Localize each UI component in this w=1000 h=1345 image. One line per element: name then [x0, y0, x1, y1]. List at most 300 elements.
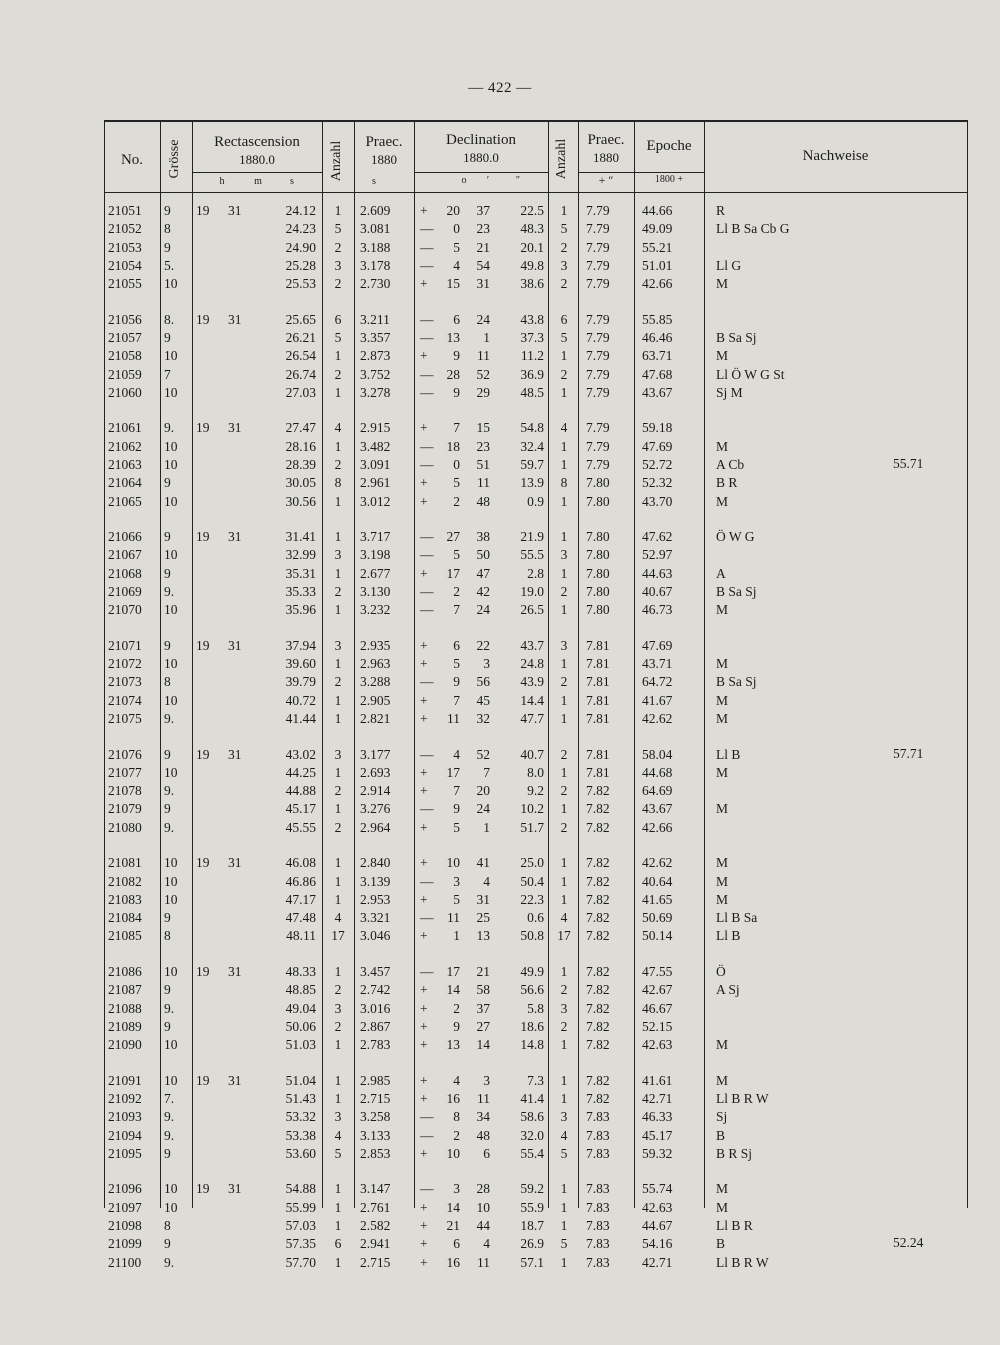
cell-pra: 3.147: [360, 1181, 391, 1197]
cell-ep: 47.68: [642, 366, 673, 382]
cell-dm: 10: [476, 1199, 490, 1215]
cell-dd: 14: [446, 1199, 460, 1215]
cell-prd: 7.83: [586, 1217, 610, 1233]
cell-no: 21063: [108, 457, 142, 472]
cell-no: 21088: [108, 1000, 142, 1016]
cell-pra: 3.457: [360, 963, 391, 979]
cell-ds: —: [420, 674, 434, 690]
cell-n2: 5: [560, 1145, 568, 1161]
cell-ep: 63.71: [642, 348, 673, 364]
cell-s: 46.08: [285, 855, 316, 871]
cell-gr: 9: [164, 330, 171, 345]
cell-dm: 52: [476, 746, 490, 762]
cell-gr: 8: [164, 221, 171, 237]
cell-dsec: 21.9: [520, 529, 544, 545]
cell-no: 21055: [108, 276, 142, 292]
cell-dd: 5: [453, 656, 460, 672]
cell-dd: 7: [453, 602, 460, 618]
cell-n2: 5: [560, 221, 568, 237]
cell-nw: M: [716, 276, 729, 292]
cell-gr: 8: [164, 928, 171, 944]
cell-dd: 8: [453, 1109, 460, 1125]
cell-n2: 1: [560, 438, 568, 454]
cell-pra: 3.012: [360, 493, 391, 509]
cell-nw: Sj: [716, 1109, 728, 1125]
header-dec-title: Declination: [446, 132, 516, 148]
cell-prd: 7.83: [586, 1181, 610, 1197]
cell-gr: 10: [164, 276, 178, 292]
cell-m: 31: [228, 855, 242, 871]
cell-prd: 7.79: [586, 203, 610, 218]
cell-ds: +: [420, 493, 428, 509]
cell-nw: B R: [716, 475, 738, 491]
table-row: [104, 746, 968, 764]
cell-n: 1: [334, 602, 342, 618]
cell-gr: 9.: [164, 1254, 175, 1270]
header-dec-epoch: 1880.0: [463, 150, 499, 165]
cell-ds: —: [420, 1127, 434, 1143]
cell-n2: 1: [560, 1090, 568, 1106]
cell-ep: 47.69: [642, 637, 673, 653]
cell-n: 2: [334, 982, 342, 998]
cell-s: 40.72: [285, 692, 316, 708]
cell-nw: M: [716, 656, 729, 672]
cell-n2: 1: [560, 384, 568, 400]
cell-dm: 11: [477, 475, 490, 491]
cell-pra: 3.482: [360, 438, 391, 454]
cell-dm: 23: [476, 221, 490, 237]
table-row: [104, 819, 968, 837]
cell-n: 1: [334, 656, 342, 672]
cell-pra: 2.821: [360, 711, 391, 726]
cell-nw: Ll B R: [716, 1217, 753, 1233]
cell-nw: M: [716, 891, 729, 907]
cell-no: 21072: [108, 656, 142, 672]
cell-ep: 45.17: [642, 1127, 673, 1143]
header-epoche-unit: 1800 +: [654, 174, 684, 185]
cell-ep: 42.63: [642, 1037, 673, 1053]
cell-prd: 7.82: [586, 1018, 610, 1034]
cell-pra: 2.961: [360, 475, 391, 491]
cell-dm: 1: [483, 819, 490, 835]
table-row: [104, 1180, 968, 1198]
cell-pra: 3.211: [360, 311, 390, 327]
cell-dm: 22: [476, 637, 490, 653]
cell-dd: 2: [453, 1000, 460, 1016]
cell-s: 51.04: [285, 1072, 316, 1088]
cell-n: 3: [334, 637, 342, 653]
cell-no: 21097: [108, 1199, 142, 1215]
cell-dd: 4: [453, 1072, 460, 1088]
cell-n: 4: [334, 420, 342, 436]
cell-n: 1: [334, 1072, 342, 1088]
cell-n2: 2: [560, 239, 568, 255]
header-ra-unit-h: h: [219, 176, 225, 187]
cell-gr: 9.: [164, 819, 175, 835]
table-row: [104, 220, 968, 238]
units-rule-ra: [192, 172, 322, 173]
cell-s: 25.28: [285, 257, 316, 273]
table-row: [104, 419, 968, 437]
cell-dsec: 43.9: [520, 674, 544, 690]
cell-prd: 7.79: [586, 221, 610, 237]
cell-pra: 2.873: [360, 348, 391, 364]
cell-pra: 2.677: [360, 565, 391, 581]
cell-dd: 13: [446, 1037, 460, 1053]
cell-pra: 2.915: [360, 420, 391, 436]
cell-nw: B Sa Sj: [716, 330, 757, 345]
cell-ep: 46.67: [642, 1000, 673, 1016]
cell-no: 21085: [108, 928, 142, 944]
cell-s: 51.43: [285, 1090, 316, 1106]
cell-nw: M: [716, 348, 729, 364]
cell-gr: 9.: [164, 1109, 175, 1125]
cell-gr: 9: [164, 910, 171, 926]
cell-no: 21099: [108, 1236, 142, 1252]
cell-ds: +: [420, 276, 428, 292]
table-row: [104, 854, 968, 872]
cell-ep: 42.62: [642, 711, 673, 726]
cell-n2: 8: [560, 475, 568, 491]
cell-n: 2: [334, 1018, 342, 1034]
cell-nw: R: [716, 203, 726, 218]
cell-dd: 5: [453, 239, 460, 255]
cell-pra: 2.582: [360, 1217, 391, 1233]
cell-prd: 7.82: [586, 1072, 610, 1088]
margin-note: 57.71: [893, 745, 924, 761]
cell-no: 21087: [108, 982, 142, 998]
cell-s: 45.17: [285, 801, 316, 817]
cell-pra: 2.783: [360, 1037, 391, 1053]
cell-gr: 9: [164, 475, 171, 491]
cell-dsec: 50.8: [520, 928, 544, 944]
cell-m: 31: [228, 529, 242, 545]
cell-nw: B R Sj: [716, 1145, 753, 1161]
cell-ds: +: [420, 711, 428, 726]
cell-gr: 9.: [164, 783, 175, 799]
cell-dsec: 24.8: [520, 656, 544, 672]
cell-dm: 42: [476, 584, 490, 599]
cell-pra: 2.742: [360, 982, 391, 998]
cell-dm: 15: [476, 420, 490, 436]
cell-dsec: 41.4: [520, 1090, 544, 1106]
cell-no: 21067: [108, 547, 142, 563]
cell-dm: 24: [476, 801, 490, 817]
cell-pra: 2.853: [360, 1145, 391, 1161]
header-anzahl-2: Anzahl: [554, 138, 569, 180]
cell-n: 1: [334, 1037, 342, 1053]
table-row: [104, 456, 968, 474]
cell-n: 1: [334, 855, 342, 871]
cell-n: 5: [334, 1145, 342, 1161]
cell-dd: 27: [446, 529, 460, 545]
cell-n: 17: [331, 928, 345, 944]
cell-dd: 6: [453, 637, 460, 653]
cell-gr: 9.: [164, 1000, 175, 1016]
table-row: [104, 1018, 968, 1036]
cell-dd: 2: [453, 1127, 460, 1143]
cell-nw: Ll B Sa: [716, 910, 758, 926]
cell-pra: 3.198: [360, 547, 391, 563]
table-row: [104, 637, 968, 655]
cell-ds: +: [420, 1217, 428, 1233]
cell-dd: 9: [453, 384, 460, 400]
cell-no: 21073: [108, 674, 142, 690]
cell-dsec: 57.1: [520, 1254, 544, 1270]
header-ra-title: Rectascension: [214, 134, 300, 150]
cell-prd: 7.82: [586, 1090, 610, 1106]
cell-ep: 52.72: [642, 457, 673, 472]
cell-nw: M: [716, 1037, 729, 1053]
cell-dsec: 51.7: [520, 819, 544, 835]
cell-pra: 3.232: [360, 602, 391, 618]
cell-gr: 10: [164, 1199, 178, 1215]
cell-h: 19: [196, 746, 210, 762]
table-row: [104, 1036, 968, 1054]
cell-ep: 41.61: [642, 1072, 673, 1088]
cell-no: 21069: [108, 584, 142, 599]
cell-prd: 7.83: [586, 1236, 610, 1252]
cell-pra: 3.139: [360, 873, 391, 889]
cell-ds: +: [420, 1018, 428, 1034]
cell-ds: —: [420, 239, 434, 255]
table-row: [104, 347, 968, 365]
cell-n2: 1: [560, 1072, 568, 1088]
cell-pra: 2.985: [360, 1072, 391, 1088]
cell-m: 31: [228, 1072, 242, 1088]
cell-s: 39.60: [285, 656, 316, 672]
cell-dd: 16: [446, 1090, 460, 1106]
cell-pra: 3.258: [360, 1109, 391, 1125]
cell-nw: A Cb: [716, 457, 745, 472]
cell-dm: 3: [483, 1072, 490, 1088]
cell-n: 1: [334, 711, 342, 726]
cell-n: 1: [334, 203, 342, 218]
table-row: [104, 565, 968, 583]
cell-no: 21075: [108, 711, 142, 726]
cell-nw: B Sa Sj: [716, 584, 757, 599]
cell-prd: 7.80: [586, 493, 610, 509]
cell-no: 21089: [108, 1018, 142, 1034]
cell-n: 2: [334, 366, 342, 382]
cell-prd: 7.82: [586, 963, 610, 979]
cell-ds: —: [420, 311, 434, 327]
cell-s: 28.16: [285, 438, 316, 454]
cell-dm: 20: [476, 783, 490, 799]
cell-no: 21064: [108, 475, 142, 491]
cell-prd: 7.81: [586, 692, 610, 708]
cell-dsec: 59.2: [520, 1181, 544, 1197]
cell-s: 53.60: [285, 1145, 316, 1161]
cell-nw: B Sa Sj: [716, 674, 757, 690]
cell-prd: 7.79: [586, 457, 610, 472]
table-row: [104, 1000, 968, 1018]
cell-ep: 64.72: [642, 674, 673, 690]
cell-n2: 1: [560, 493, 568, 509]
cell-n: 3: [334, 257, 342, 273]
cell-no: 21086: [108, 963, 142, 979]
header-praec-dec-epoch: 1880: [593, 150, 619, 165]
cell-dd: 14: [446, 982, 460, 998]
cell-s: 48.33: [285, 963, 316, 979]
table-row: [104, 384, 968, 402]
cell-gr: 9: [164, 746, 171, 762]
table-row: [104, 239, 968, 257]
cell-dd: 5: [453, 891, 460, 907]
cell-gr: 7.: [164, 1090, 175, 1106]
cell-dsec: 26.9: [520, 1236, 544, 1252]
cell-dm: 1: [483, 330, 490, 345]
cell-ds: —: [420, 547, 434, 563]
cell-n: 5: [334, 330, 342, 345]
cell-pra: 2.715: [360, 1254, 391, 1270]
cell-prd: 7.83: [586, 1199, 610, 1215]
cell-gr: 9: [164, 637, 171, 653]
cell-n: 3: [334, 547, 342, 563]
header-epoche: Epoche: [646, 138, 692, 154]
table-row: [104, 366, 968, 384]
header-no: No.: [120, 152, 144, 168]
cell-dsec: 38.6: [520, 276, 544, 292]
cell-ds: —: [420, 910, 434, 926]
cell-gr: 7: [164, 366, 171, 382]
cell-prd: 7.82: [586, 819, 610, 835]
cell-gr: 10: [164, 547, 178, 563]
cell-ds: —: [420, 330, 434, 345]
cell-n2: 1: [560, 873, 568, 889]
cell-no: 21061: [108, 420, 142, 436]
cell-gr: 10: [164, 493, 178, 509]
cell-n: 4: [334, 1127, 342, 1143]
cell-pra: 3.717: [360, 529, 391, 545]
cell-n2: 1: [560, 457, 568, 472]
cell-dd: 11: [447, 910, 460, 926]
cell-m: 31: [228, 963, 242, 979]
cell-gr: 9: [164, 203, 171, 218]
header-praec-ra-title: Praec.: [365, 134, 403, 150]
cell-gr: 9.: [164, 711, 175, 726]
cell-n2: 1: [560, 348, 568, 364]
table-row: [104, 275, 968, 293]
cell-dsec: 25.0: [520, 855, 544, 871]
table-row: [104, 202, 968, 220]
cell-s: 44.88: [285, 783, 316, 799]
cell-gr: 9: [164, 239, 171, 255]
cell-h: 19: [196, 420, 210, 436]
cell-ep: 59.18: [642, 420, 673, 436]
cell-pra: 2.609: [360, 203, 391, 218]
cell-no: 21051: [108, 203, 142, 218]
cell-ep: 54.16: [642, 1236, 673, 1252]
cell-dm: 11: [477, 348, 490, 364]
header-dec-unit-deg: o: [461, 175, 467, 186]
cell-n2: 3: [560, 257, 568, 273]
cell-dm: 37: [476, 1000, 490, 1016]
cell-prd: 7.82: [586, 928, 610, 944]
cell-n2: 5: [560, 1236, 568, 1252]
cell-n2: 2: [560, 746, 568, 762]
cell-n: 2: [334, 819, 342, 835]
cell-dm: 52: [476, 366, 490, 382]
cell-dd: 9: [453, 348, 460, 364]
cell-n2: 1: [560, 1037, 568, 1053]
table-row: [104, 1217, 968, 1235]
cell-s: 41.44: [285, 711, 316, 726]
cell-h: 19: [196, 855, 210, 871]
cell-nw: Ll B Sa Cb G: [716, 221, 790, 237]
cell-prd: 7.81: [586, 674, 610, 690]
cell-no: 21070: [108, 602, 142, 618]
cell-nw: B: [716, 1127, 726, 1143]
cell-pra: 2.840: [360, 855, 391, 871]
cell-ds: +: [420, 475, 428, 491]
cell-n: 6: [334, 1236, 342, 1252]
cell-no: 21079: [108, 801, 142, 817]
cell-dd: 10: [446, 1145, 460, 1161]
cell-gr: 10: [164, 457, 178, 472]
cell-prd: 7.81: [586, 656, 610, 672]
cell-nw: M: [716, 801, 729, 817]
cell-pra: 3.046: [360, 928, 391, 944]
cell-s: 50.06: [285, 1018, 316, 1034]
cell-n: 2: [334, 276, 342, 292]
cell-no: 21092: [108, 1090, 142, 1106]
header-ra-epoch: 1880.0: [239, 152, 275, 167]
cell-ep: 43.71: [642, 656, 673, 672]
cell-prd: 7.79: [586, 438, 610, 454]
cell-n: 1: [334, 764, 342, 780]
cell-s: 25.65: [285, 311, 316, 327]
cell-dd: 2: [453, 493, 460, 509]
cell-ep: 40.64: [642, 873, 673, 889]
cell-n2: 2: [560, 584, 568, 599]
cell-pra: 3.288: [360, 674, 391, 690]
cell-ep: 52.32: [642, 475, 673, 491]
cell-n2: 1: [560, 963, 568, 979]
cell-prd: 7.82: [586, 801, 610, 817]
cell-dd: 0: [453, 221, 460, 237]
cell-pra: 3.278: [360, 384, 391, 400]
cell-dd: 6: [453, 311, 460, 327]
table-row: [104, 909, 968, 927]
cell-prd: 7.79: [586, 366, 610, 382]
cell-pra: 3.091: [360, 457, 391, 472]
cell-ds: +: [420, 637, 428, 653]
cell-dd: 6: [453, 1236, 460, 1252]
cell-dd: 17: [446, 565, 460, 581]
cell-n2: 1: [560, 891, 568, 907]
cell-ds: +: [420, 420, 428, 436]
cell-prd: 7.82: [586, 873, 610, 889]
cell-ds: —: [420, 384, 434, 400]
cell-prd: 7.80: [586, 565, 610, 581]
cell-dsec: 59.7: [520, 457, 544, 472]
cell-dm: 6: [483, 1145, 490, 1161]
cell-nw: M: [716, 602, 729, 618]
cell-n: 3: [334, 746, 342, 762]
cell-s: 57.70: [285, 1254, 316, 1270]
cell-dsec: 26.5: [520, 602, 544, 618]
cell-n2: 2: [560, 1018, 568, 1034]
cell-ds: +: [420, 1000, 428, 1016]
cell-m: 31: [228, 203, 242, 218]
cell-prd: 7.81: [586, 637, 610, 653]
cell-dsec: 55.5: [520, 547, 544, 563]
cell-dd: 2: [453, 584, 460, 599]
cell-ds: —: [420, 801, 434, 817]
header-groesse: Grösse: [167, 139, 182, 179]
cell-pra: 2.867: [360, 1018, 391, 1034]
